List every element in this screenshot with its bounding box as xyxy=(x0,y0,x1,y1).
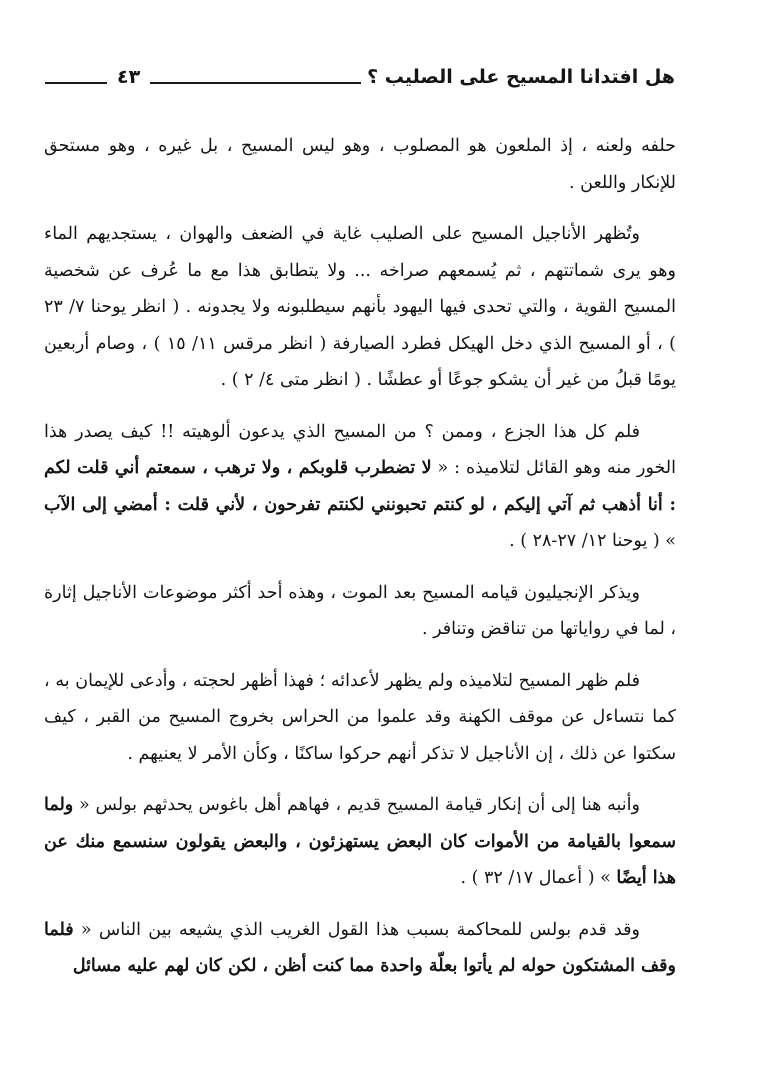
page-number: ٤٣ xyxy=(117,66,141,88)
paragraph-4 xyxy=(44,575,676,648)
text-run: » ( أعمال ١٧/ ٣٢ ) . xyxy=(460,868,617,888)
text-run: فلم كل هذا الجزع ، وممن ؟ من المسيح الذي يدعون ألوهيته !! كيف يصدر هذا الخور منه وهو القائل لتلاميذه : « xyxy=(44,421,676,478)
text-run: » ( يوحنا ١٢/ ٢٧-٢٨ ) . xyxy=(509,531,676,551)
header-rule xyxy=(150,82,361,84)
quotation-bold: ولما سمعوا بالقيامة من الأموات كان البعض يستهزئون ، والبعض يقولون سنسمع منك عن هذا أيضًا xyxy=(44,795,676,888)
header-title: هل افتدانا المسيح على الصليب ؟ xyxy=(367,66,675,88)
paragraph-3 xyxy=(44,414,676,560)
paragraph-2 xyxy=(44,216,676,399)
text-run: وقد قدم بولس للمحاكمة بسبب هذا القول الغريب الذي يشيعه بين الناس « xyxy=(73,919,640,940)
quotation-bold: فلما وقف المشتكون حوله لم يأتوا بعلّة واحدة مما كنت أظن ، لكن كان لهم عليه مسائل xyxy=(44,919,676,976)
text-run: وتُظهر الأناجيل المسيح على الصليب غاية في الضعف والهوان ، يستجديهم الماء وهو يرى شماتتهم ، ثم يُسمعهم صراخه ... ولا يتطابق هذا مع ما عُرف عن شخصية المسيح القوية ، والتي تحدى فيها اليهود بأنهم سيطلبونه ولا يجدونه . ( انظر يوحنا ٧/ ٢٣ ) ، أو المسيح الذي دخل الهيكل فطرد الصيارفة ( انظر مرقس ١١/ ١٥ ) ، وصام أربعين يومًا قبلُ من غير أن يشكو جوعًا أو عطشًا . ( انظر متى ٤/ ٢ ) . xyxy=(44,224,676,390)
paragraph-1 xyxy=(44,128,676,201)
quotation-bold: لا تضطرب قلوبكم ، ولا ترهب ، سمعتم أني قلت لكم : أنا أذهب ثم آتي إليكم ، لو كنتم تحبونني لكنتم تفرحون ، لأني قلت : أمضي إلى الآب xyxy=(44,458,676,515)
paragraph-5 xyxy=(44,663,676,773)
body-text xyxy=(44,128,676,1000)
running-header xyxy=(45,56,675,90)
text-run: ويذكر الإنجيليون قيامه المسيح بعد الموت ، وهذه أحد أكثر موضوعات الأناجيل إثارة ، لما في رواياتها من تناقض وتنافر . xyxy=(44,582,676,639)
paragraph-6 xyxy=(44,787,676,897)
paragraph-7 xyxy=(44,912,676,985)
text-run: وأنبه هنا إلى أن إنكار قيامة المسيح قديم ، فهاهم أهل باغوس يحدثهم بولس « xyxy=(73,795,640,815)
header-rule-end xyxy=(45,82,107,84)
text-run: حلفه ولعنه ، إذ الملعون هو المصلوب ، وهو ليس المسيح ، بل غيره ، وهو مستحق للإنكار واللعن . xyxy=(44,136,676,193)
text-run: فلم ظهر المسيح لتلاميذه ولم يظهر لأعدائه ؛ فهذا أظهر لحجته ، وأدعى للإيمان به ، كما نتساءل عن موقف الكهنة وقد علموا من الحراس بخروج المسيح من القبر ، كيف سكتوا عن ذلك ، إن الأناجيل لا تذكر أنهم حركوا ساكنًا ، وكأن الأمر لا يعنيهم . xyxy=(44,670,676,764)
